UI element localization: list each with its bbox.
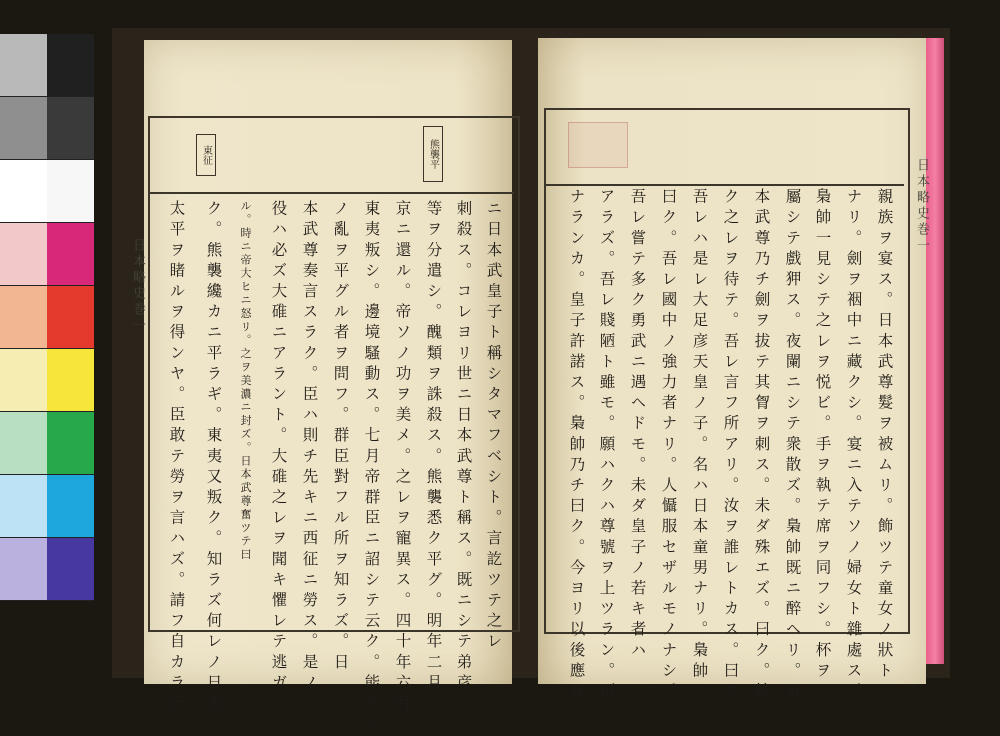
right-column-8: 曰ク。吾レ國中ノ強力者ナリ。人懾服セザルモノナシ。 [659, 188, 678, 703]
swatch [47, 34, 94, 97]
swatch [47, 349, 94, 412]
swatch [0, 286, 47, 349]
book-edge [926, 38, 944, 664]
left-column-6: ノ亂ヲ平グル者ヲ問フ。群臣對フル所ヲ知ラズ。日 [331, 200, 350, 674]
left-column-11: 太平ヲ睹ルヲ得ンヤ。臣敢テ勞ヲ言ハズ。請フ自カラ行 [167, 200, 186, 715]
color-calibration-chart [0, 34, 94, 602]
left-column-2: 刺殺ス。コレヨリ世ニ日本武尊ト稱ス。既ニシテ弟彦 [454, 200, 473, 695]
swatch [0, 349, 47, 412]
right-column-5: 本武尊乃チ劍ヲ拔テ其胷ヲ刺ス。未ダ殊エズ。曰ク。姑 [752, 188, 771, 703]
swatch [47, 97, 94, 160]
right-column-6: ク之レヲ待テ。吾レ言フ所アリ。汝ヲ誰レトカス。曰ク。 [721, 188, 740, 724]
swatch [47, 286, 94, 349]
swatch [47, 412, 94, 475]
right-column-2: ナリ。劍ヲ裀中ニ藏クシ。宴ニ入テソノ婦女ト雜處ス。 [844, 188, 863, 703]
swatch [0, 538, 47, 601]
faded-seal [568, 122, 628, 168]
swatch [0, 223, 47, 286]
left-column-8: 役ハ必ズ大碓ニアラント。大碓之レヲ聞キ懼レテ逃ガ [269, 200, 288, 695]
left-column-4: 京ニ還ル。帝ソノ功ヲ美メ。之レヲ寵異ス。四十年六月。 [393, 200, 412, 736]
right-column-3: 梟帥一見シテ之レヲ悦ビ。手ヲ執テ席ヲ同フシ。杯ヲ [813, 188, 832, 683]
swatch [47, 223, 94, 286]
left-column-10: ク。熊襲纔カニ平ラギ。東夷又叛ク。知ラズ何レノ日カ [204, 200, 223, 715]
right-column-4: 屬シテ戲狎ス。夜闌ニシテ衆散ズ。梟帥既ニ醉ヘリ。日 [783, 188, 802, 703]
swatch [0, 412, 47, 475]
right-margin-title: 日本略史巻一 [914, 158, 929, 254]
swatch [47, 160, 94, 223]
swatch [0, 160, 47, 223]
swatch [0, 34, 47, 97]
right-column-7: 吾レハ是レ大足彦天皇ノ子。名ハ日本童男ナリ。梟帥 [690, 188, 709, 683]
left-column-3: 等ヲ分遣シ。醜類ヲ誅殺ス。熊襲悉ク平グ。明年二月 [424, 200, 443, 695]
left-column-9: ル。時ニ帝大ヒニ怒リ。之ヲ美濃ニ封ズ。日本武尊奮ツテ曰 [239, 200, 252, 562]
right-column-9: 吾レ嘗テ多ク勇武ニ遇ヘドモ。未ダ皇子ノ若キ者ハ [628, 188, 647, 662]
swatch [47, 475, 94, 538]
left-column-5: 東夷叛シ。邊境騷動ス。七月帝群臣ニ詔シテ云ク。能クソ [362, 200, 381, 736]
swatch [47, 538, 94, 601]
left-column-7: 本武尊奏言スラク。臣ハ則チ先キニ西征ニ勞ス。是ノ [300, 200, 319, 695]
right-column-11: ナランカ。皇子許諾ス。梟帥乃チ曰ク。今ヨリ以後應サ [567, 188, 586, 703]
swatch [0, 475, 47, 538]
right-column-10: アラズ。吾レ賤陋ト雖モ。願ハクハ尊號ヲ上ツラン。可 [597, 188, 616, 703]
left-heading-label: 東征 [196, 134, 216, 176]
left-heading-label-2: 熊襲平 [423, 126, 443, 182]
left-column-1: ニ日本武皇子ト稱シタマフベシト。言訖ツテ之レ [484, 200, 503, 654]
swatch [0, 97, 47, 160]
left-margin-title: 日本略史巻一 [130, 238, 145, 334]
right-column-1: 親族ヲ宴ス。日本武尊髮ヲ被ムリ。飾ツテ童女ノ狀ト [875, 188, 894, 683]
